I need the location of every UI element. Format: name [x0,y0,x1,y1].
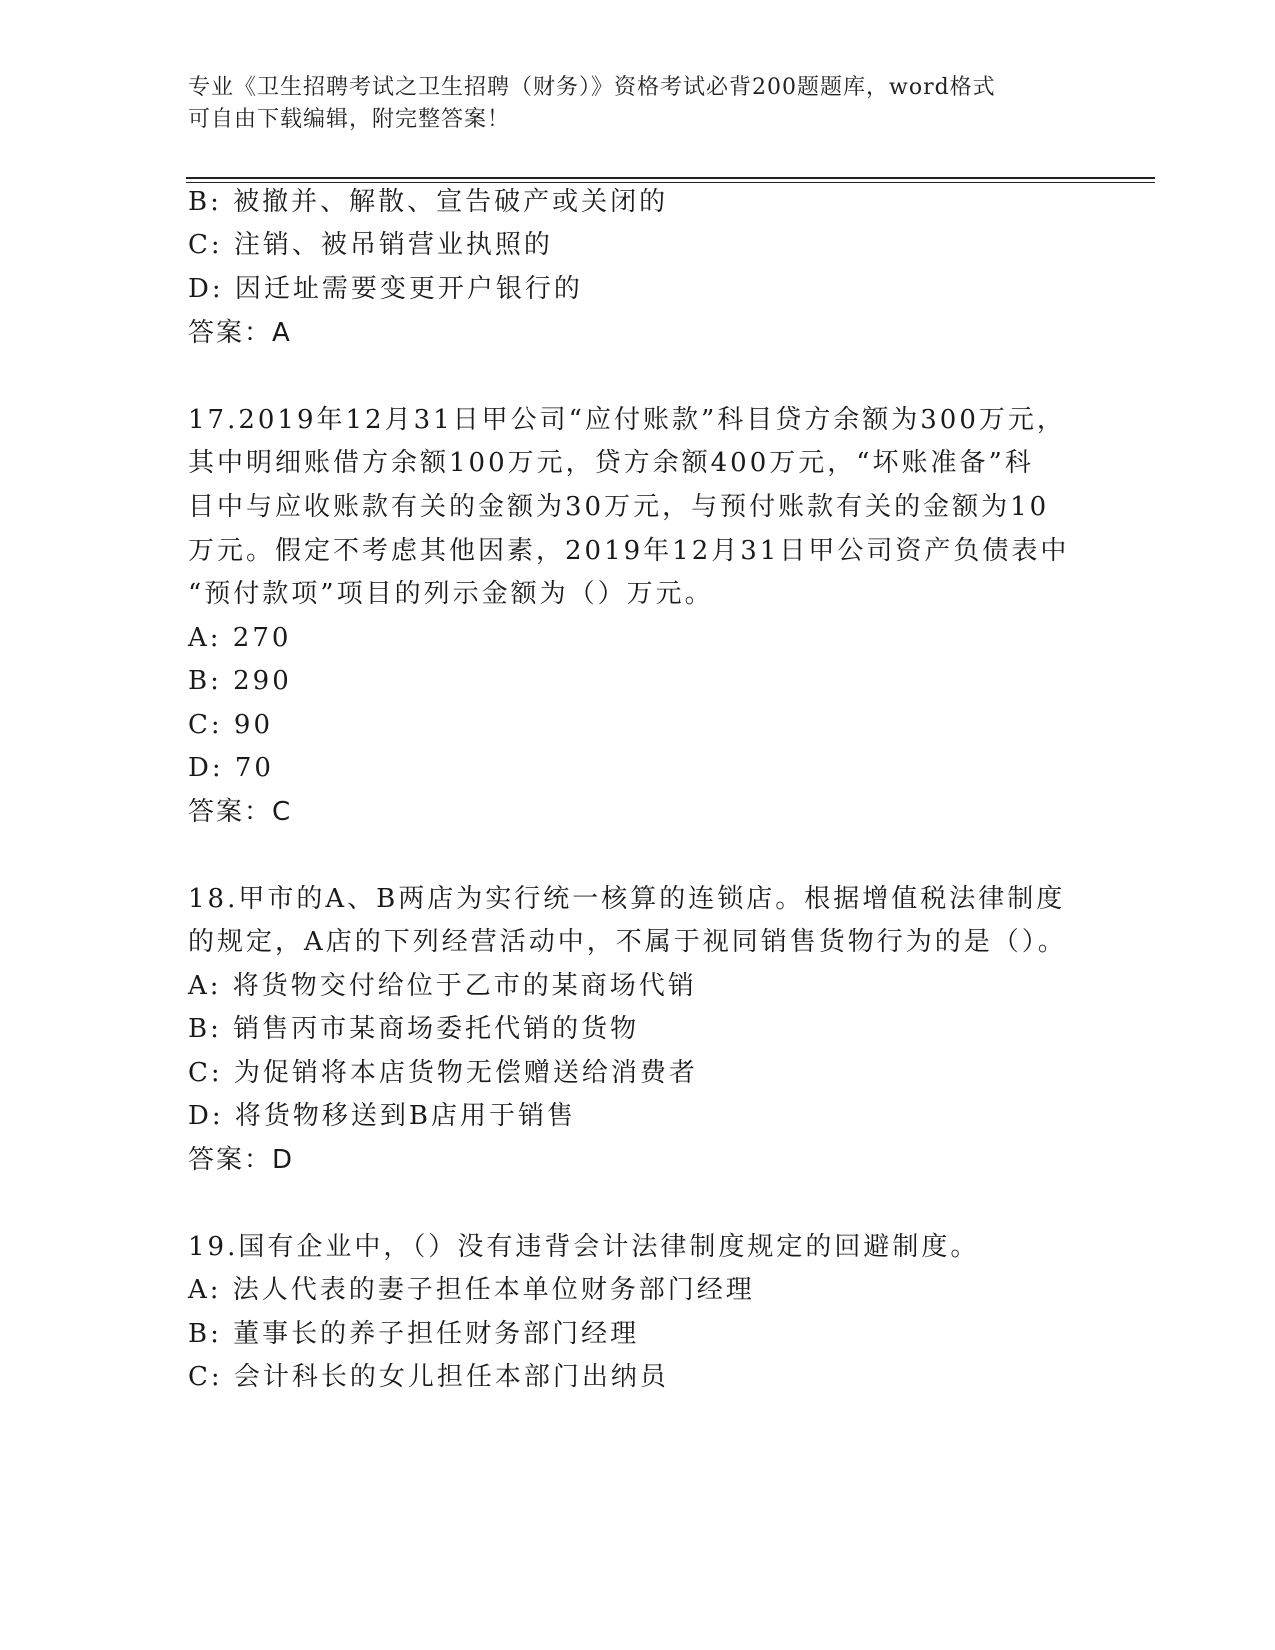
q17-stem-line-5: “预付款项”项目的列示金额为（）万元。 [188,579,714,609]
q18-option-b: B: 销售丙市某商场委托代销的货物 [188,1014,640,1044]
q17-stem-line-4: 万元。假定不考虑其他因素，2019年12月31日甲公司资产负债表中 [188,536,1070,566]
header-title-line-2: 可自由下载编辑，附完整答案！ [188,107,511,132]
q17-option-c: C: 90 [188,710,274,740]
q18-option-a: A: 将货物交付给位于乙市的某商场代销 [188,971,697,1001]
q16-option-d: D: 因迁址需要变更开户银行的 [188,274,583,304]
q17-option-b: B: 290 [188,666,292,696]
q17-stem-line-1: 17.2019年12月31日甲公司“应付账款”科目贷方余额为300万元， [188,405,1066,435]
q17-stem-line-2: 其中明细账借方余额100万元，贷方余额400万元，“坏账准备”科 [188,448,1034,478]
q17-stem-line-3: 目中与应收账款有关的金额为30万元，与预付账款有关的金额为10 [188,492,1050,522]
q16-option-b: B: 被撤并、解散、宣告破产或关闭的 [188,187,669,217]
q18-answer: 答案：D [188,1145,295,1175]
q19-option-c: C: 会计科长的女儿担任本部门出纳员 [188,1362,669,1392]
q17-option-d: D: 70 [188,753,274,783]
header-title-line-1: 专业《卫生招聘考试之卫生招聘（财务）》资格考试必背200题题库，word格式 [188,75,996,100]
q19-option-b: B: 董事长的养子担任财务部门经理 [188,1319,640,1349]
q18-stem-line-2: 的规定，A店的下列经营活动中，不属于视同销售货物行为的是（）。 [188,927,1067,957]
header-divider-thick [186,177,1155,179]
q18-option-d: D: 将货物移送到B店用于销售 [188,1101,576,1131]
q18-option-c: C: 为促销将本店货物无偿赠送给消费者 [188,1058,698,1088]
document-header [188,72,1068,136]
q19-option-a: A: 法人代表的妻子担任本单位财务部门经理 [188,1275,755,1305]
q16-option-c: C: 注销、被吊销营业执照的 [188,230,553,260]
q18-stem-line-1: 18.甲市的A、B两店为实行统一核算的连锁店。根据增值税法律制度 [188,884,1066,914]
q16-answer: 答案：A [188,318,292,348]
q17-answer: 答案：C [188,797,293,827]
q17-option-a: A: 270 [188,623,292,653]
header-divider-thin [186,182,1155,183]
q19-stem-line-1: 19.国有企业中，（）没有违背会计法律制度规定的回避制度。 [188,1232,980,1262]
